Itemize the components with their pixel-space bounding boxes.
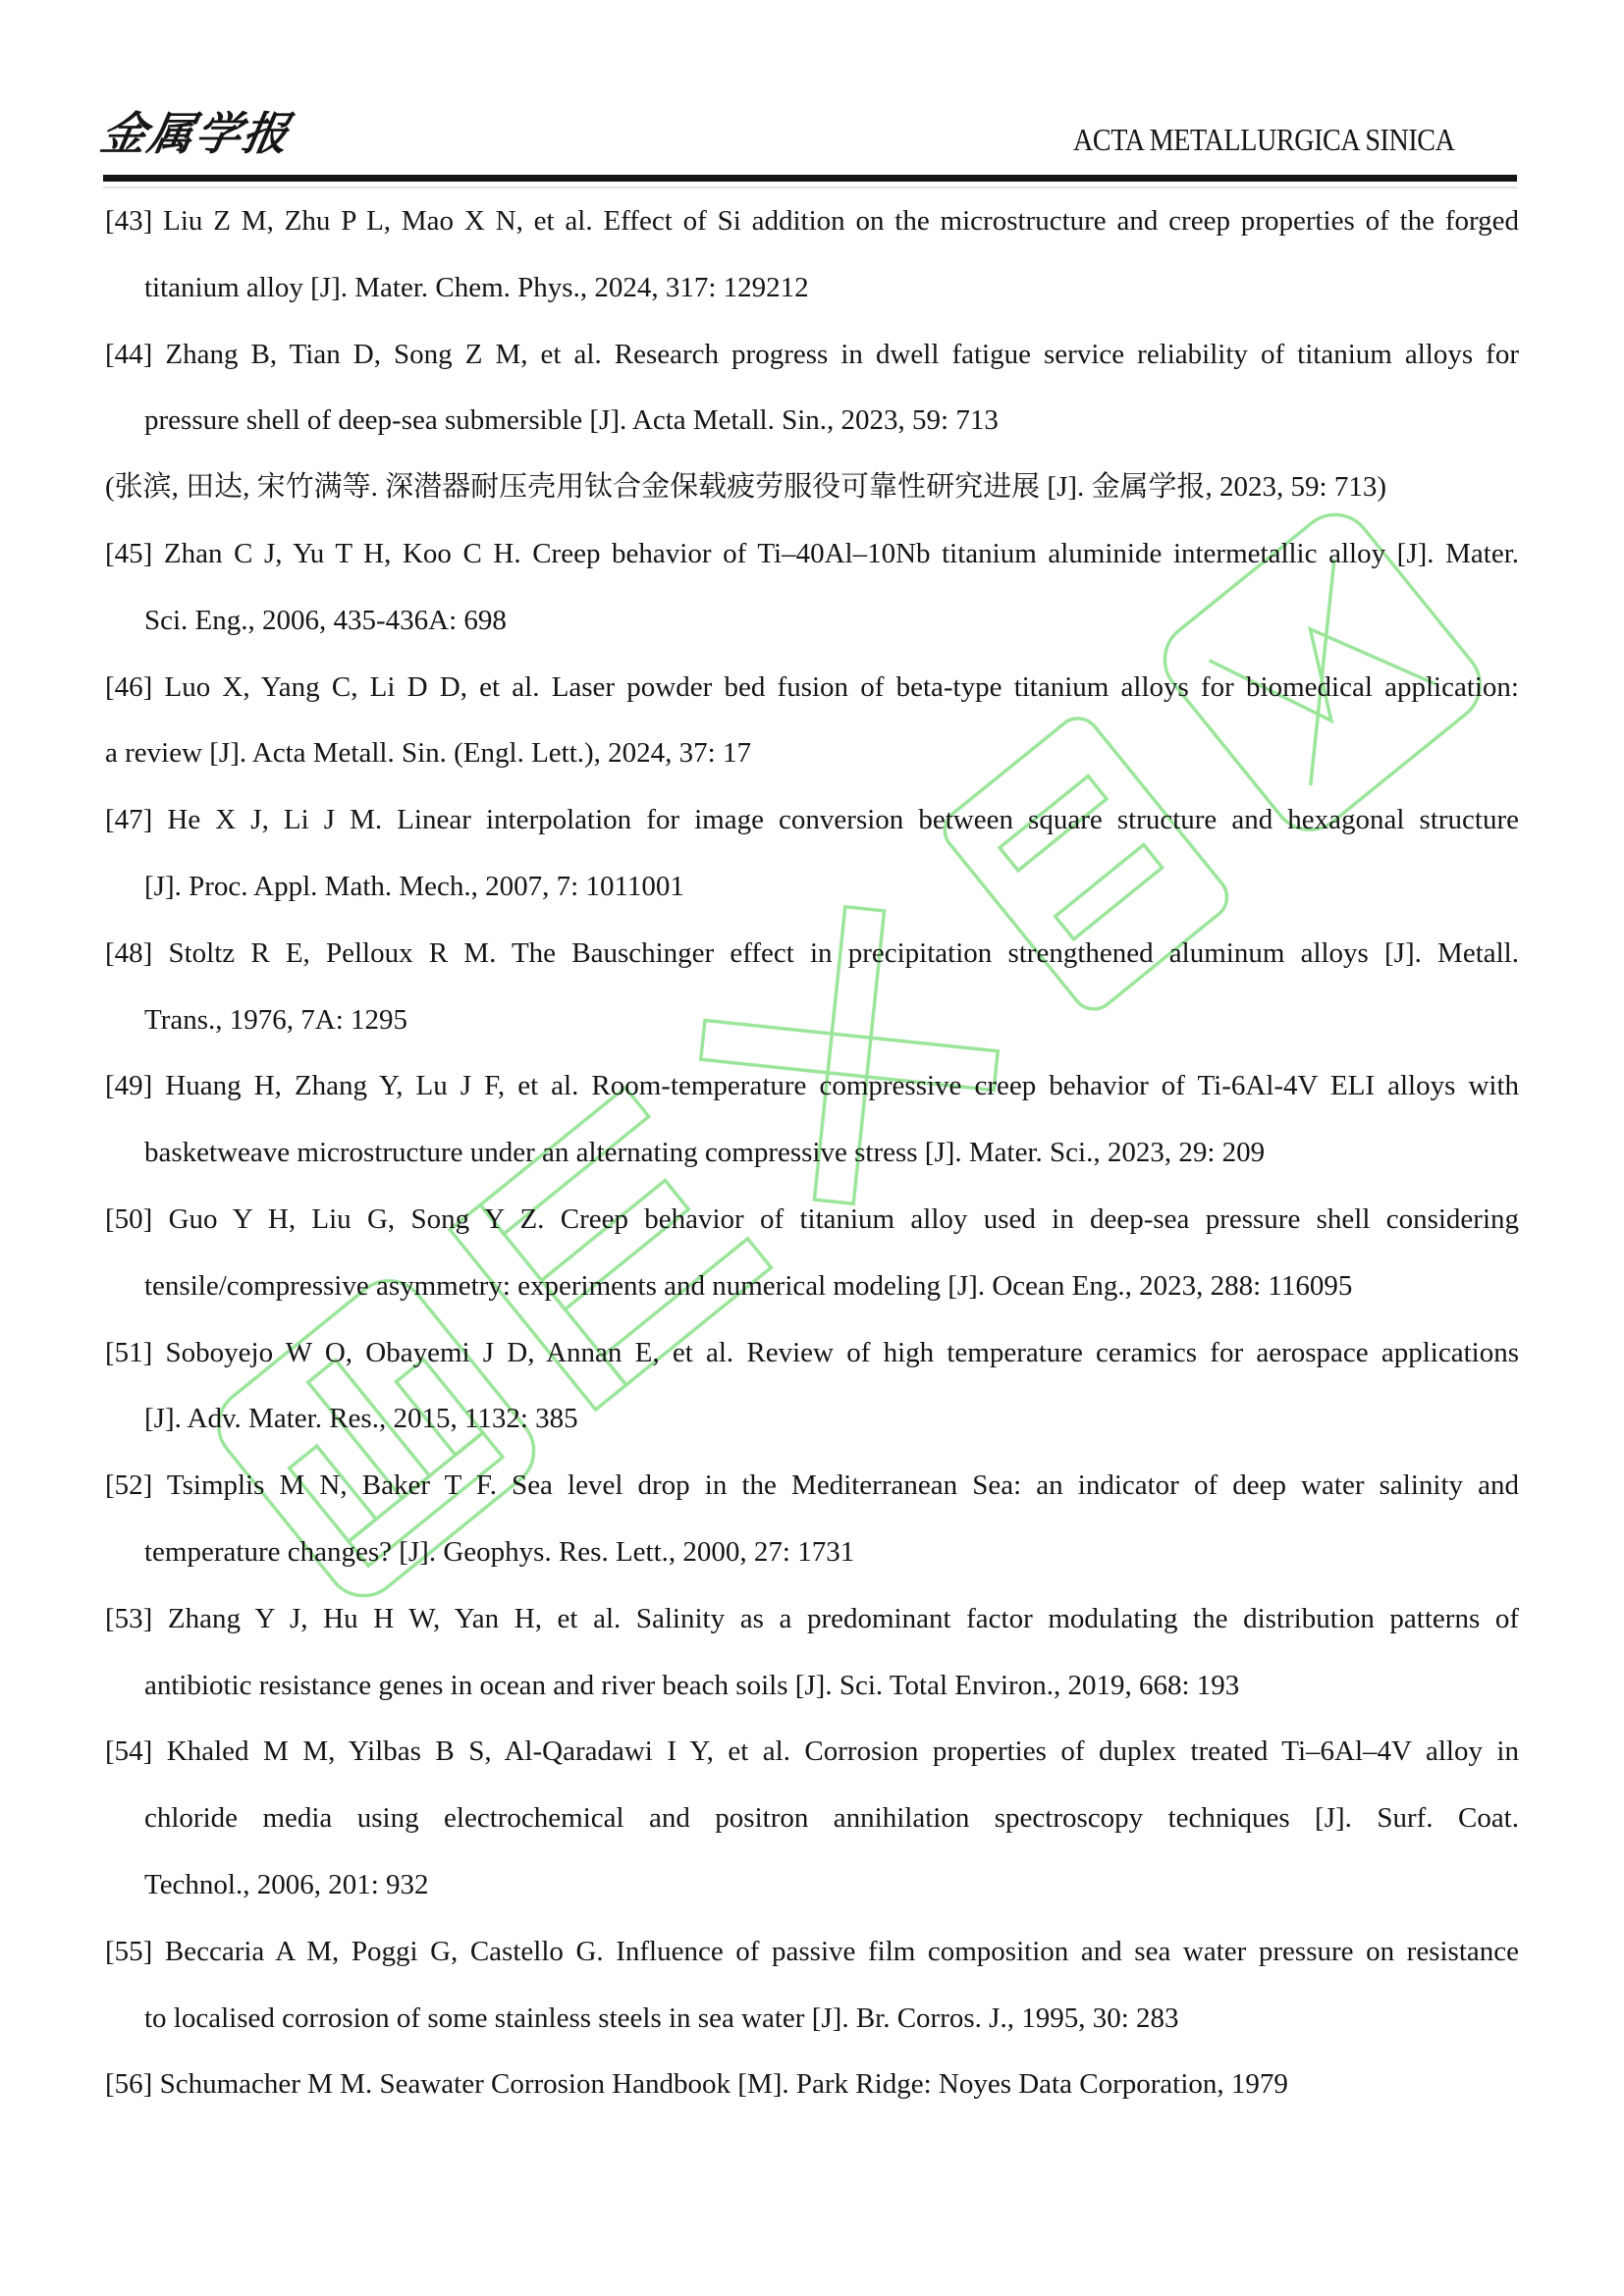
reference-line: [51] Soboyejo W O, Obayemi J D, Annan E, et al. Review of high temperature ceramics for aerospace applications bbox=[105, 1336, 1519, 1368]
reference-line: [56] Schumacher M M. Seawater Corrosion Handbook [M]. Park Ridge: Noyes Data Corporation, 1979 bbox=[105, 2068, 1288, 2101]
reference-line: (张滨, 田达, 宋竹满等. 深潜器耐压壳用钛合金保载疲劳服役可靠性研究进展 [J]. 金属学报, 2023, 59: 713) bbox=[105, 471, 1386, 504]
reference-line: [J]. Proc. Appl. Math. Mech., 2007, 7: 1011001 bbox=[144, 870, 684, 902]
reference-line: [46] Luo X, Yang C, Li D D, et al. Laser powder bed fusion of beta-type titanium alloys for biomedical application: bbox=[105, 670, 1519, 703]
reference-line: [55] Beccaria A M, Poggi G, Castello G. Influence of passive film composition and sea water pressure on resistance bbox=[105, 1935, 1519, 1967]
reference-line: to localised corrosion of some stainless steels in sea water [J]. Br. Corros. J., 1995, 30: 283 bbox=[144, 2002, 1179, 2034]
reference-line: [54] Khaled M M, Yilbas B S, Al-Qaradawi I Y, et al. Corrosion properties of duplex treated Ti–6Al–4V alloy in bbox=[105, 1735, 1519, 1768]
reference-line: pressure shell of deep-sea submersible [J]. Acta Metall. Sin., 2023, 59: 713 bbox=[144, 404, 999, 437]
reference-line: [47] He X J, Li J M. Linear interpolation for image conversion between square structure and hexagonal structure bbox=[105, 804, 1519, 836]
references-list bbox=[105, 188, 1519, 2118]
reference-line: Trans., 1976, 7A: 1295 bbox=[144, 1003, 408, 1036]
reference-line: [48] Stoltz R E, Pelloux R M. The Bauschinger effect in precipitation strengthened aluminum alloys [J]. Metall. bbox=[105, 936, 1519, 969]
reference-line: temperature changes? [J]. Geophys. Res. Lett., 2000, 27: 1731 bbox=[144, 1535, 855, 1568]
header-rule bbox=[103, 175, 1517, 182]
reference-line: [50] Guo Y H, Liu G, Song Y Z. Creep behavior of titanium alloy used in deep-sea pressure shell considering bbox=[105, 1202, 1519, 1235]
reference-line: Technol., 2006, 201: 932 bbox=[144, 1868, 429, 1900]
reference-line: [J]. Adv. Mater. Res., 2015, 1132: 385 bbox=[144, 1403, 578, 1435]
reference-line: tensile/compressive asymmetry: experiments and numerical modeling [J]. Ocean Eng., 2023, 288: 116095 bbox=[144, 1269, 1353, 1302]
journal-name: ACTA METALLURGICA SINICA bbox=[1073, 122, 1455, 157]
reference-line: a review [J]. Acta Metall. Sin. (Engl. Lett.), 2024, 37: 17 bbox=[105, 737, 751, 770]
reference-line: antibiotic resistance genes in ocean and river beach soils [J]. Sci. Total Environ., 2019, 668: 193 bbox=[144, 1669, 1240, 1701]
reference-line: [44] Zhang B, Tian D, Song Z M, et al. Research progress in dwell fatigue service reliability of titanium alloys for bbox=[105, 338, 1519, 370]
reference-line: [45] Zhan C J, Yu T H, Koo C H. Creep behavior of Ti–40Al–10Nb titanium aluminide intermetallic alloy [J]. Mater. bbox=[105, 537, 1519, 569]
reference-line: [49] Huang H, Zhang Y, Lu J F, et al. Room-temperature compressive creep behavior of Ti-6Al-4V ELI alloys with bbox=[105, 1070, 1519, 1102]
reference-line: basketweave microstructure under an alternating compressive stress [J]. Mater. Sci., 2023, 29: 209 bbox=[144, 1137, 1266, 1169]
reference-line: chloride media using electrochemical and positron annihilation spectroscopy techniques [J]. Surf. Coat. bbox=[144, 1802, 1519, 1835]
reference-line: [53] Zhang Y J, Hu H W, Yan H, et al. Salinity as a predominant factor modulating the distribution patterns of bbox=[105, 1602, 1519, 1634]
reference-line: Sci. Eng., 2006, 435-436A: 698 bbox=[144, 604, 507, 636]
journal-logo: 金属学报 bbox=[96, 109, 295, 159]
reference-line: titanium alloy [J]. Mater. Chem. Phys., 2024, 317: 129212 bbox=[144, 271, 809, 303]
reference-line: [43] Liu Z M, Zhu P L, Mao X N, et al. Effect of Si addition on the microstructure and creep properties of the forged bbox=[105, 205, 1519, 237]
reference-line: [52] Tsimplis M N, Baker T F. Sea level drop in the Mediterranean Sea: an indicator of deep water salinity and bbox=[105, 1469, 1519, 1502]
